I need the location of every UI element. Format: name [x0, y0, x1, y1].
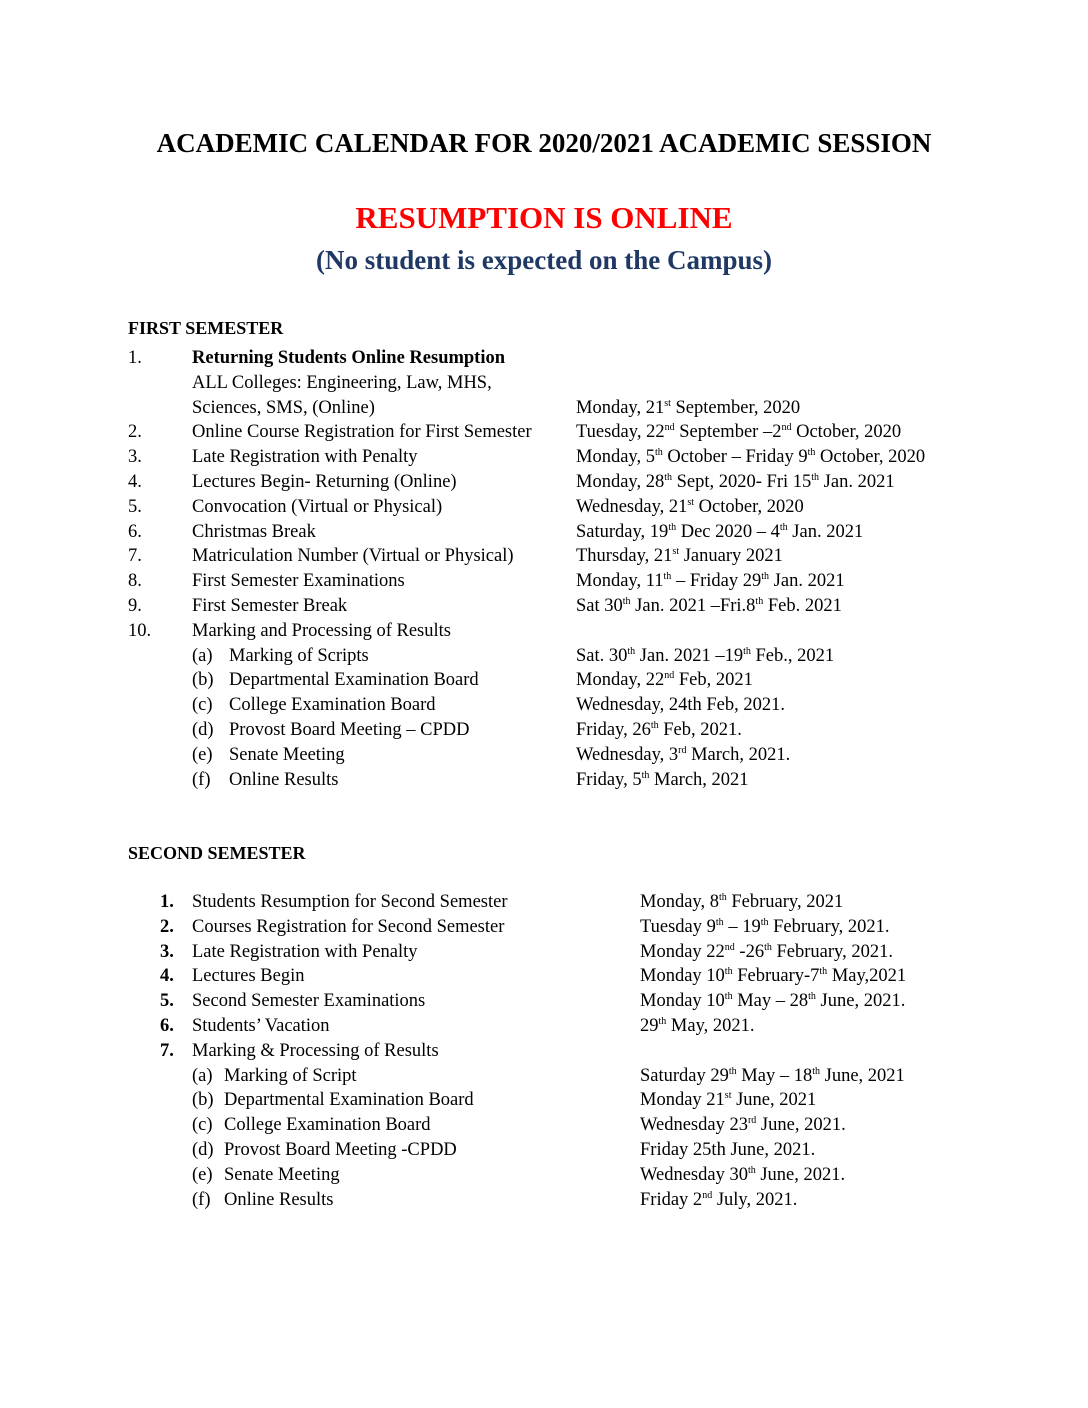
item-date: Friday 2nd July, 2021. — [640, 1189, 798, 1210]
table-row — [0, 347, 1088, 372]
table-row — [0, 719, 1088, 744]
table-row — [0, 471, 1088, 496]
item-label: Online Results — [224, 1189, 334, 1210]
item-label: First Semester Break — [192, 596, 348, 616]
second-semester-heading: SECOND SEMESTER — [128, 843, 306, 863]
table-row — [0, 397, 1088, 422]
item-date: Wednesday, 21st October, 2020 — [576, 496, 804, 517]
item-label: Sciences, SMS, (Online) — [192, 397, 375, 418]
item-label: Students Resumption for Second Semester — [192, 892, 508, 912]
item-number: 9. — [128, 596, 142, 616]
item-label: First Semester Examinations — [192, 571, 405, 592]
campus-notice: (No student is expected on the Campus) — [315, 245, 772, 275]
item-label: ALL Colleges: Engineering, Law, MHS, — [192, 372, 492, 393]
first-semester-heading: FIRST SEMESTER — [128, 318, 284, 338]
item-number: 5. — [128, 496, 142, 517]
item-label: College Examination Board — [229, 695, 436, 716]
sub-item-letter: (a) — [192, 1065, 213, 1086]
table-row — [0, 496, 1088, 521]
table-row — [0, 1089, 1088, 1114]
item-number: 6. — [128, 521, 142, 542]
sub-item-letter: (d) — [192, 720, 214, 740]
table-row — [0, 521, 1088, 546]
table-row — [0, 1164, 1088, 1189]
item-date: Monday 22nd -26th February, 2021. — [640, 941, 893, 962]
item-label: Departmental Examination Board — [224, 1090, 474, 1111]
item-label: Matriculation Number (Virtual or Physical) — [192, 546, 514, 567]
item-date: Friday 25th June, 2021. — [640, 1140, 816, 1160]
table-row — [0, 1139, 1088, 1164]
table-row — [0, 891, 1088, 916]
item-label: Students’ Vacation — [192, 1016, 330, 1036]
item-number: 2. — [160, 916, 174, 937]
item-date: Thursday, 21st January 2021 — [576, 546, 783, 567]
sub-item-letter: (b) — [192, 1090, 214, 1111]
item-label: Online Course Registration for First Semester — [192, 422, 532, 443]
item-label: Late Registration with Penalty — [192, 941, 418, 962]
item-number: 1. — [128, 348, 142, 368]
item-label: Returning Students Online Resumption — [192, 348, 506, 368]
item-label: Courses Registration for Second Semester — [192, 916, 505, 937]
table-row — [0, 1015, 1088, 1040]
sub-item-letter: (f) — [192, 769, 211, 790]
sub-item-letter: (d) — [192, 1140, 214, 1160]
table-row — [0, 372, 1088, 397]
item-date: Monday, 5th October – Friday 9th October, 2020 — [576, 447, 926, 468]
item-number: 7. — [160, 1040, 174, 1061]
item-label: Late Registration with Penalty — [192, 447, 418, 468]
item-date: Wednesday, 24th Feb, 2021. — [576, 695, 786, 716]
item-label: Convocation (Virtual or Physical) — [192, 496, 443, 517]
item-date: Monday, 11th – Friday 29th Jan. 2021 — [576, 571, 845, 592]
item-number: 10. — [128, 620, 152, 641]
item-number: 3. — [128, 447, 142, 468]
table-row — [0, 545, 1088, 570]
item-date: Monday 10th May – 28th June, 2021. — [640, 991, 906, 1012]
item-date: Wednesday, 3rd March, 2021. — [576, 744, 791, 765]
table-row — [0, 645, 1088, 670]
item-date: Monday, 22nd Feb, 2021 — [576, 670, 753, 691]
item-date: Wednesday 30th June, 2021. — [640, 1164, 846, 1185]
item-date: Wednesday 23rd June, 2021. — [640, 1115, 846, 1136]
item-date: Friday, 5th March, 2021 — [576, 769, 749, 790]
item-date: 29th May, 2021. — [640, 1015, 755, 1036]
item-number: 5. — [160, 991, 174, 1012]
item-number: 8. — [128, 571, 142, 592]
item-date: Monday 21st June, 2021 — [640, 1090, 817, 1111]
sub-item-letter: (f) — [192, 1189, 211, 1210]
table-row — [0, 769, 1088, 794]
item-date: Tuesday, 22nd September –2nd October, 2020 — [576, 422, 902, 443]
sub-item-letter: (b) — [192, 670, 214, 691]
item-number: 4. — [160, 966, 174, 987]
table-row — [0, 1189, 1088, 1214]
item-number: 4. — [128, 472, 142, 492]
item-number: 6. — [160, 1016, 174, 1036]
item-number: 2. — [128, 422, 142, 443]
table-row — [0, 941, 1088, 966]
item-date: Monday, 8th February, 2021 — [640, 891, 844, 912]
item-label: College Examination Board — [224, 1115, 431, 1136]
table-row — [0, 620, 1088, 645]
item-label: Marking of Scripts — [229, 645, 369, 666]
table-row — [0, 965, 1088, 990]
table-row — [0, 990, 1088, 1015]
item-number: 1. — [160, 892, 174, 912]
item-label: Second Semester Examinations — [192, 991, 426, 1012]
item-date: Monday, 21st September, 2020 — [576, 397, 801, 418]
item-label: Marking of Script — [224, 1065, 357, 1086]
table-row — [0, 744, 1088, 769]
item-number: 7. — [128, 546, 142, 567]
item-label: Provost Board Meeting -CPDD — [224, 1140, 457, 1160]
table-row — [0, 694, 1088, 719]
sub-item-letter: (c) — [192, 1115, 213, 1136]
item-label: Marking and Processing of Results — [192, 620, 451, 641]
item-label: Senate Meeting — [224, 1164, 340, 1185]
sub-item-letter: (c) — [192, 695, 213, 716]
item-label: Lectures Begin- Returning (Online) — [192, 472, 457, 492]
sub-item-letter: (e) — [192, 1164, 213, 1185]
item-date: Tuesday 9th – 19th February, 2021. — [640, 916, 890, 937]
table-row — [0, 1065, 1088, 1090]
page-title: ACADEMIC CALENDAR FOR 2020/2021 ACADEMIC SESSION — [156, 128, 932, 158]
item-label: Lectures Begin — [192, 966, 305, 987]
item-label: Christmas Break — [192, 521, 316, 542]
item-date: Sat. 30th Jan. 2021 –19th Feb., 2021 — [576, 645, 835, 666]
table-row — [0, 1040, 1088, 1065]
item-date: Sat 30th Jan. 2021 –Fri.8th Feb. 2021 — [576, 595, 842, 616]
resumption-notice: RESUMPTION IS ONLINE — [355, 200, 733, 235]
item-label: Senate Meeting — [229, 744, 345, 765]
item-label: Departmental Examination Board — [229, 670, 479, 691]
table-row — [0, 570, 1088, 595]
table-row — [0, 595, 1088, 620]
item-label: Marking & Processing of Results — [192, 1040, 439, 1061]
item-label: Provost Board Meeting – CPDD — [229, 720, 470, 740]
item-date: Friday, 26th Feb, 2021. — [576, 719, 742, 740]
table-row — [0, 1114, 1088, 1139]
item-date: Monday, 28th Sept, 2020- Fri 15th Jan. 2021 — [576, 471, 895, 492]
item-date: Monday 10th February-7th May,2021 — [640, 966, 907, 987]
table-row — [0, 916, 1088, 941]
table-row — [0, 421, 1088, 446]
item-number: 3. — [160, 941, 174, 962]
table-row — [0, 446, 1088, 471]
item-date: Saturday 29th May – 18th June, 2021 — [640, 1065, 905, 1086]
item-label: Online Results — [229, 769, 339, 790]
sub-item-letter: (e) — [192, 744, 213, 765]
sub-item-letter: (a) — [192, 645, 213, 666]
item-date: Saturday, 19th Dec 2020 – 4th Jan. 2021 — [576, 521, 864, 542]
table-row — [0, 669, 1088, 694]
